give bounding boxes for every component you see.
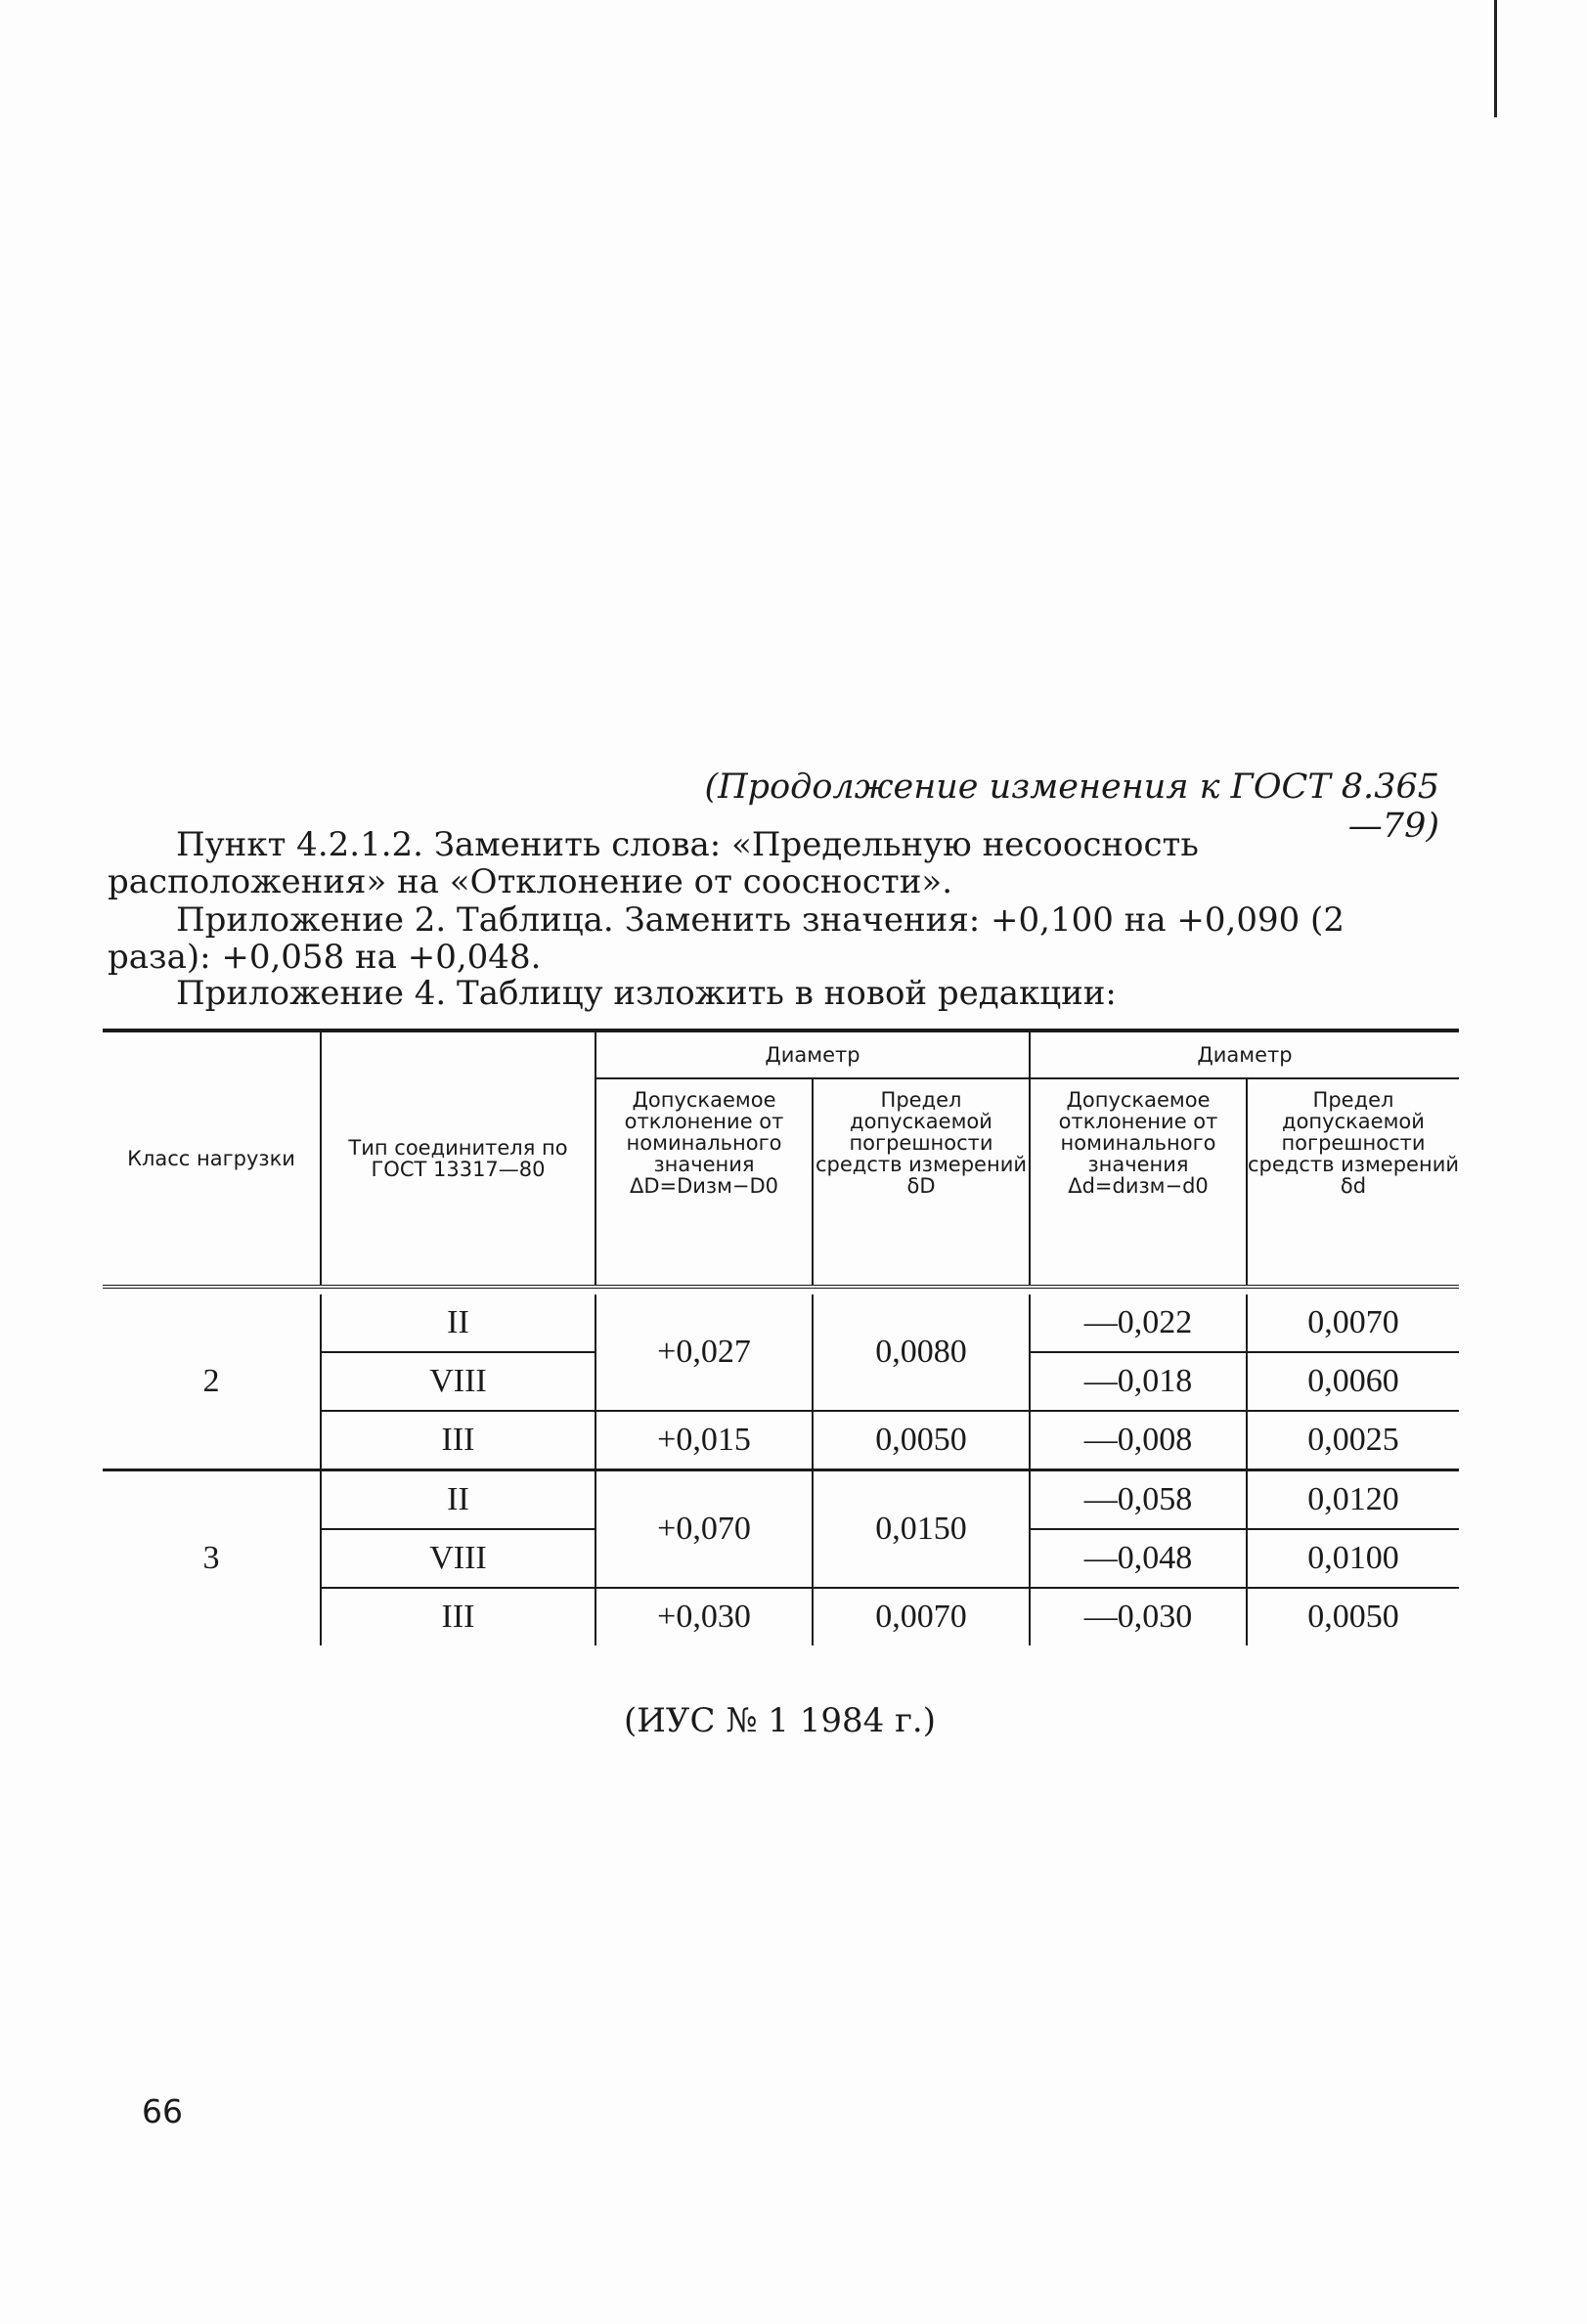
connector-type-cell: VIII [321,1352,595,1411]
error-d-cell: 0,0050 [1247,1588,1459,1645]
error-d-cell: 0,0025 [1247,1411,1459,1470]
paragraph-3: Приложение 4. Таблицу изложить в новой редакции: [176,974,1117,1013]
header-diameter-d: Диаметр [1030,1032,1459,1078]
deviation-d-cell: —0,030 [1030,1588,1247,1645]
continuation-header: (Продолжение изменения к ГОСТ 8.365—79) [704,767,1439,846]
deviation-d-cell: —0,058 [1030,1471,1247,1529]
table-row [103,1471,1459,1529]
error-d-cell: 0,0070 [1247,1294,1459,1352]
connector-type-cell: III [321,1411,595,1470]
error-d-cell: 0,0120 [1247,1471,1459,1529]
header-diameter-D: Диаметр [595,1032,1030,1078]
deviation-d-cell: —0,048 [1030,1529,1247,1588]
error-D-cell: 0,0080 [813,1294,1030,1411]
error-D-cell: 0,0070 [813,1588,1030,1645]
deviation-d-cell: —0,008 [1030,1411,1247,1470]
header-error-D: Предел допускаемой погрешности средств измерений δD [813,1078,1030,1287]
header-connector-type: Тип соединителя по ГОСТ 13317—80 [321,1032,595,1287]
deviation-D-cell: +0,027 [595,1294,813,1411]
connector-type-cell: II [321,1471,595,1529]
deviation-d-cell: —0,022 [1030,1294,1247,1352]
load-class-cell: 3 [202,1540,220,1576]
page-number: 66 [142,2092,183,2130]
deviation-d-cell: —0,018 [1030,1352,1247,1411]
connector-type-cell: II [321,1294,595,1352]
deviation-D-cell: +0,015 [595,1411,813,1470]
table-row [103,1294,1459,1352]
header-error-d: Предел допускаемой погрешности средств измерений δd [1247,1078,1459,1287]
header-load-class: Класс нагрузки [127,1147,295,1170]
paragraph-1: Пункт 4.2.1.2. Заменить слова: «Предельную несоосность расположения» на «Отклонение от соосности». [108,825,1199,901]
header-deviation-D: Допускаемое отклонение от номинального значения ΔD=Dизм−D0 [595,1078,813,1287]
header-deviation-d: Допускаемое отклонение от номинального значения Δd=dизм−d0 [1030,1078,1247,1287]
error-d-cell: 0,0100 [1247,1529,1459,1588]
deviation-D-cell: +0,030 [595,1588,813,1645]
connector-type-cell: III [321,1588,595,1645]
margin-mark [1494,0,1497,117]
load-class-cell: 2 [202,1363,220,1399]
error-d-cell: 0,0060 [1247,1352,1459,1411]
error-D-cell: 0,0050 [813,1411,1030,1470]
error-D-cell: 0,0150 [813,1471,1030,1588]
tolerance-table [103,1029,1459,1645]
deviation-D-cell: +0,070 [595,1471,813,1588]
paragraph-2: Приложение 2. Таблица. Заменить значения: +0,100 на +0,090 (2 раза): +0,058 на +0,048. [108,900,1345,977]
footer-note: (ИУС № 1 1984 г.) [624,1701,936,1740]
connector-type-cell: VIII [321,1529,595,1588]
